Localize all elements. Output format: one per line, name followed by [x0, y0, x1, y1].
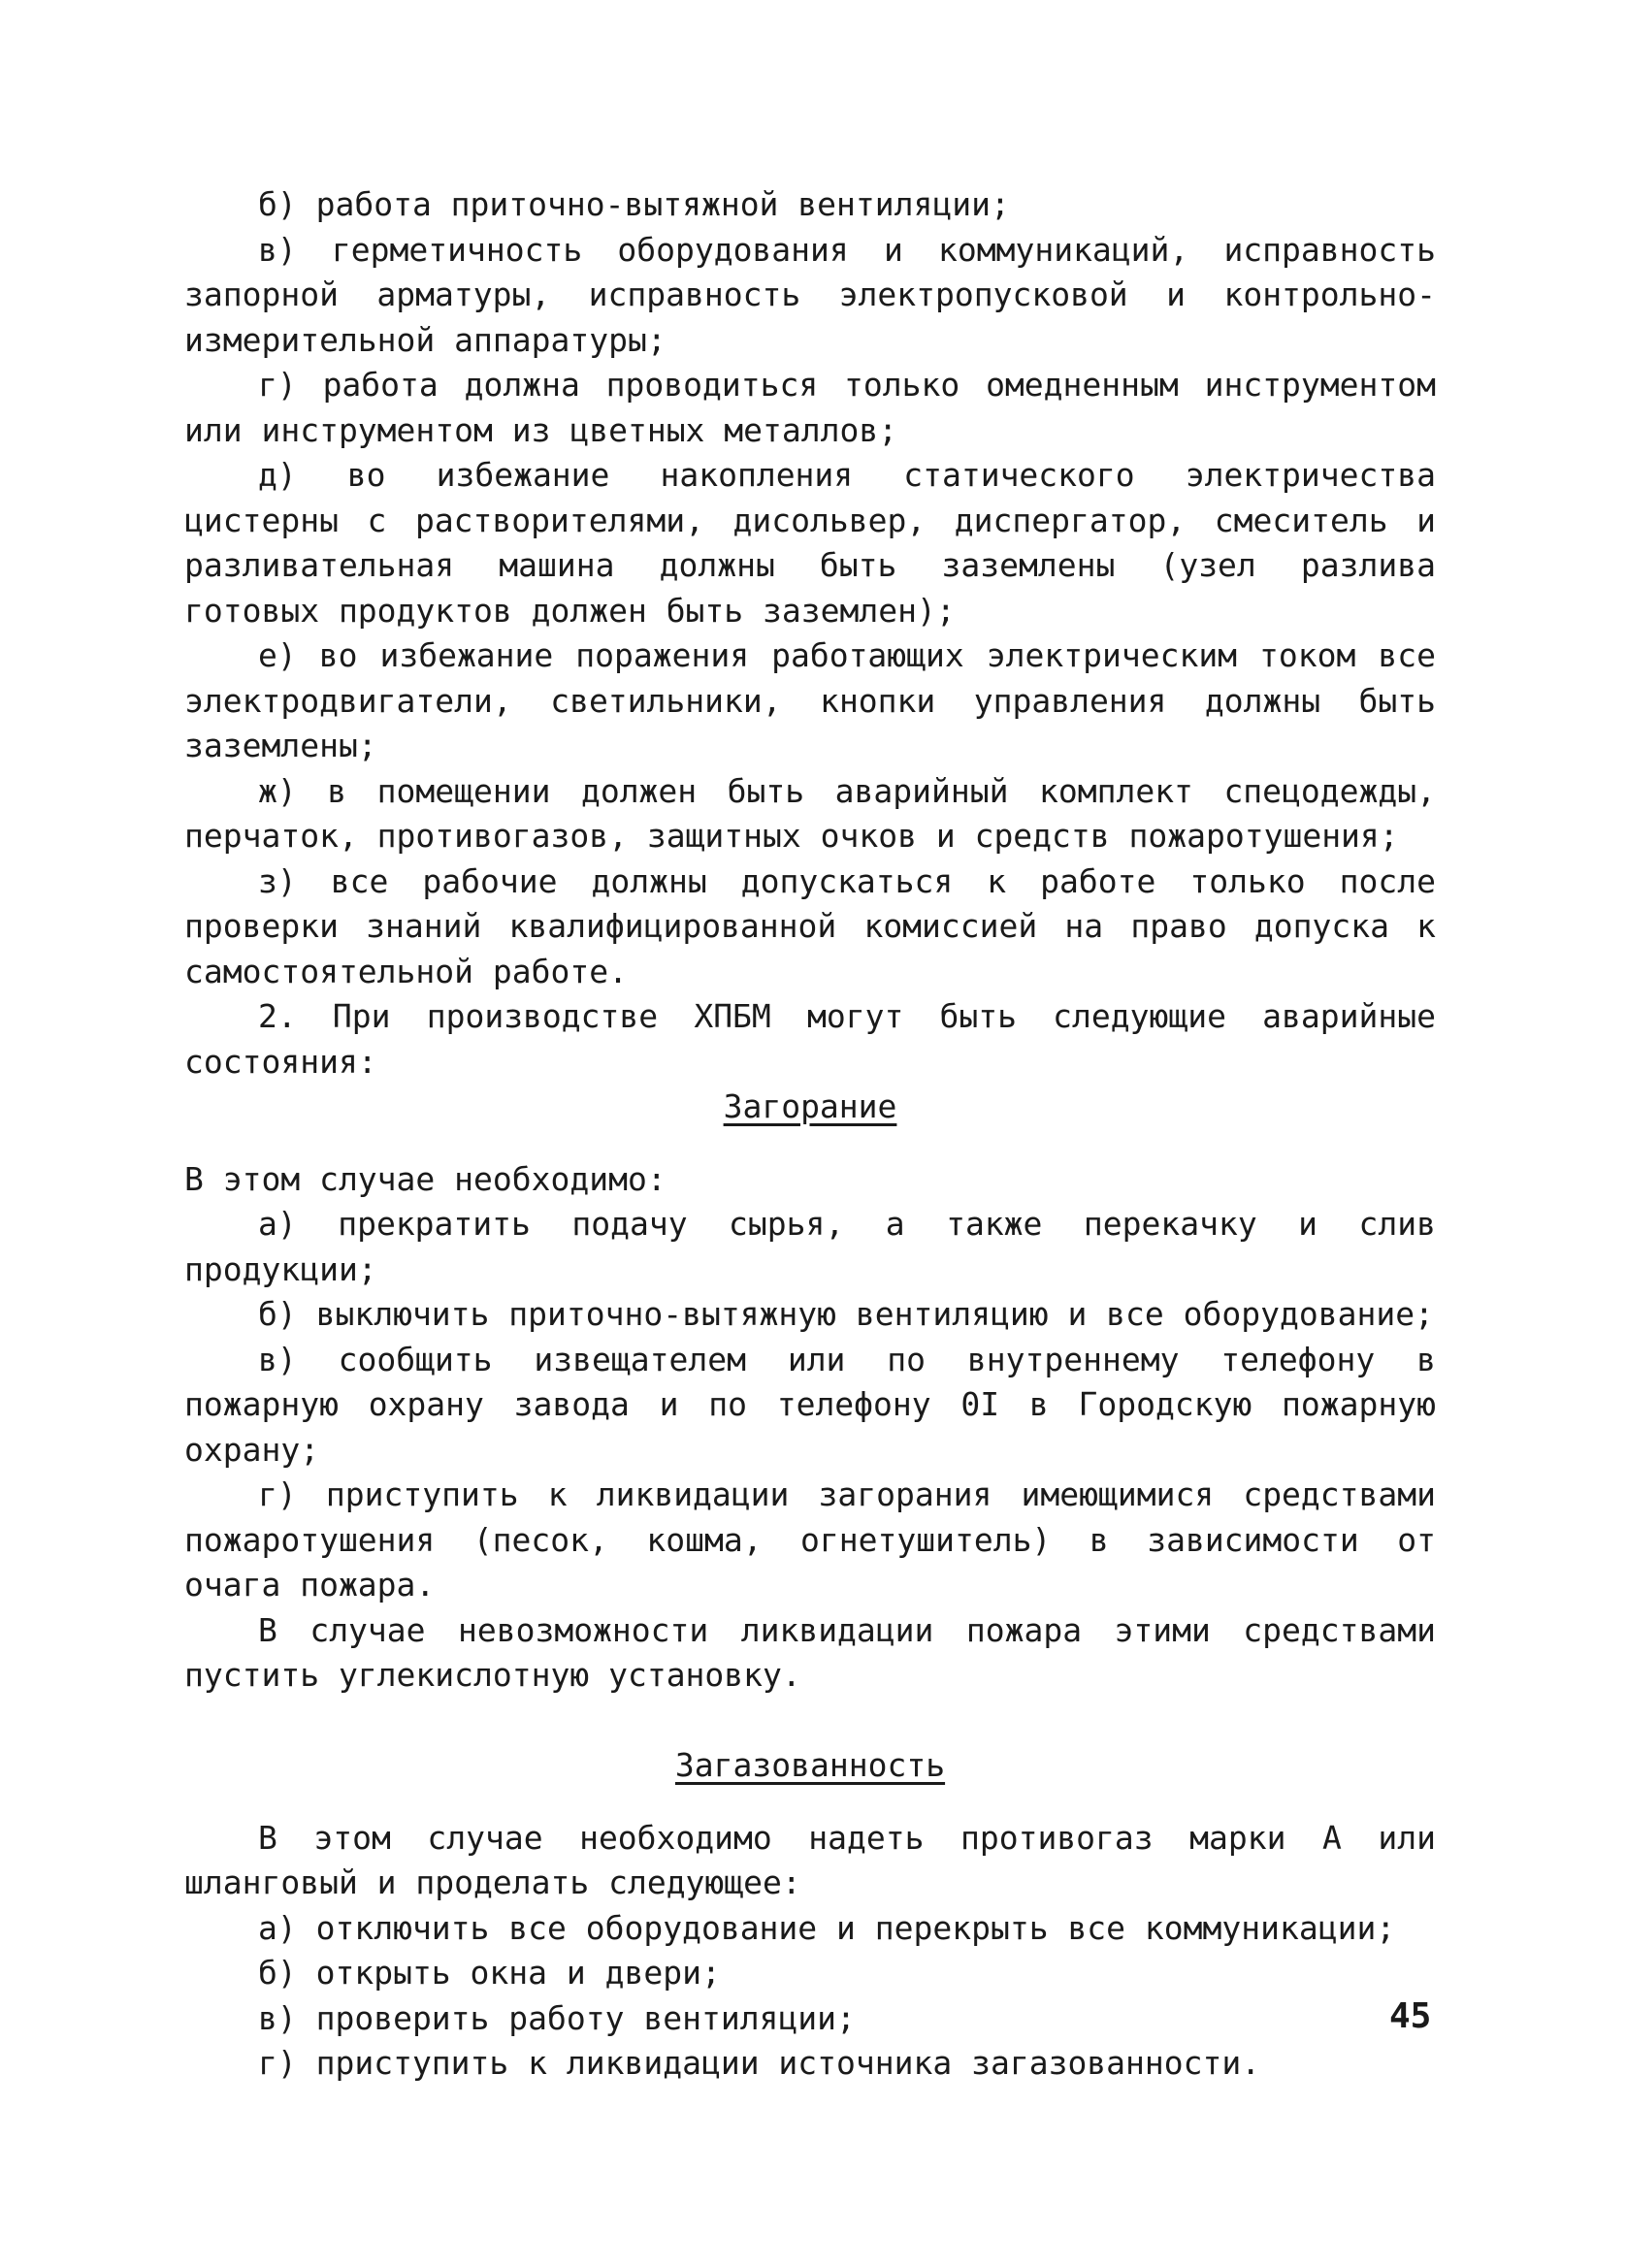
fire-item-a: а) прекратить подачу сырья, а также перекачку и слив продукции; [184, 1205, 1436, 1288]
fire-paragraph-co2: В случае невозможности ликвидации пожара этими средствами пустить углекислотную установку. [184, 1610, 1436, 1694]
list-item-grounding: д) во избежание накопления статического электричества цистерны с растворителями, дисольвер, диспергатор, смеситель и разливательная машина должны быть заземлены (узел разлива готовых продуктов должен быть заземлен); [184, 456, 1436, 630]
gas-item-a: а) отключить все оборудование и перекрыть все коммуникации; [258, 1908, 1396, 1947]
spacer [184, 1130, 1436, 1157]
fire-item-b: б) выключить приточно-вытяжную вентиляцию и все оборудование; [258, 1295, 1434, 1333]
list-item-tools: г) работа должна проводиться только омедненным инструментом или инструментом из цветных металлов; [184, 366, 1436, 449]
list-item-emergency-kit: ж) в помещении должен быть аварийный комплект спецодежды, перчаток, противогазов, защитных очков и средств пожаротушения; [184, 771, 1436, 855]
spacer [184, 1699, 1436, 1744]
list-item-ventilation: б) работа приточно-вытяжной вентиляции; [258, 185, 1010, 223]
fire-intro: В этом случае необходимо: [184, 1159, 667, 1198]
page-number: 45 [1389, 1996, 1432, 2036]
list-item-admission: з) все рабочие должны допускаться к работе только после проверки знаний квалифицированной комиссией на право допуска к самостоятельной работе. [184, 861, 1436, 990]
gas-item-b: б) открыть окна и двери; [258, 1954, 721, 1992]
list-item-tightness: в) герметичность оборудования и коммуникаций, исправность запорной арматуры, исправность электропусковой и контрольно-измерительной аппаратуры; [184, 230, 1436, 359]
spacer [184, 1789, 1436, 1816]
heading-gas-contamination: Загазованность [674, 1746, 946, 1784]
gas-intro: В этом случае необходимо надеть противогаз марки А или шланговый и проделать следующее: [184, 1818, 1436, 1901]
gas-item-c: в) проверить работу вентиляции; [258, 1998, 856, 2037]
list-item-electric-safety: е) во избежание поражения работающих электрическим током все электродвигатели, светильники, кнопки управления должны быть заземлены; [184, 636, 1436, 764]
fire-item-c: в) сообщить извещателем или по внутреннему телефону в пожарную охрану завода и по телефону 0I в Городскую пожарную охрану; [184, 1340, 1436, 1469]
fire-item-d: г) приступить к ликвидации загорания имеющимися средствами пожаротушения (песок, кошма, огнетушитель) в зависимости от очага пожара. [184, 1475, 1436, 1604]
paragraph-emergency-states: 2. При производстве ХПБМ могут быть следующие аварийные состояния: [184, 997, 1436, 1081]
gas-item-d: г) приступить к ликвидации источника загазованности. [258, 2044, 1261, 2082]
heading-fire: Загорание [723, 1087, 897, 1125]
document-body [184, 182, 1436, 2087]
